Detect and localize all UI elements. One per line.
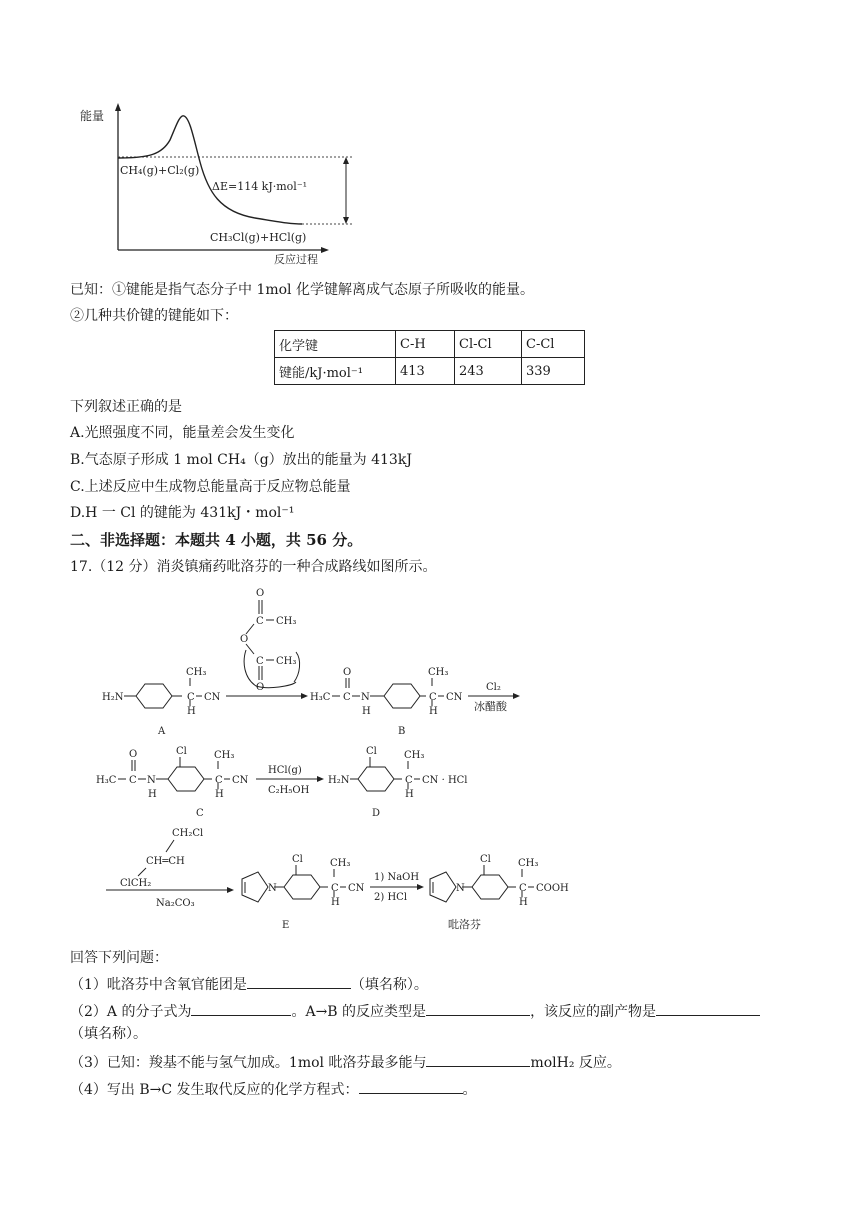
answer-blank[interactable]: [656, 1001, 760, 1016]
y-axis-arrow: [115, 103, 121, 111]
svg-text:N: N: [361, 692, 370, 703]
svg-text:C: C: [519, 883, 527, 894]
energy-diagram: [80, 100, 360, 266]
acetic-anhydride: [244, 600, 299, 688]
reagent-na2co3: Na₂CO₃: [156, 898, 195, 909]
svg-text:Cl: Cl: [292, 854, 303, 865]
q1-text: （1）吡洛芬中含氧官能团是: [70, 977, 247, 993]
label-a: A: [158, 726, 166, 737]
label-b: B: [398, 726, 406, 737]
svg-text:Cl: Cl: [176, 746, 187, 757]
reagent-acetic-acid: 冰醋酸: [474, 700, 507, 713]
svg-text:H: H: [148, 789, 157, 800]
svg-text:C: C: [256, 656, 264, 667]
q3-suffix: molH₂ 反应。: [530, 1055, 621, 1071]
svg-text:CH₃: CH₃: [214, 750, 235, 761]
svg-text:O: O: [256, 682, 265, 693]
allyl-mid: CH═CH: [146, 856, 185, 867]
svg-text:C: C: [215, 775, 223, 786]
reagent-hcl: HCl(g): [268, 765, 302, 776]
q17-intro: 17.（12 分）消炎镇痛药吡洛芬的一种合成路线如图所示。: [70, 559, 437, 575]
svg-text:Cl: Cl: [480, 854, 491, 865]
subquestion-2: [70, 1001, 760, 1021]
answer-blank[interactable]: [426, 1052, 530, 1067]
header-cell: C-Cl: [522, 331, 585, 358]
header-cell: 化学键: [275, 331, 396, 358]
svg-text:C: C: [405, 775, 413, 786]
allyl-bottom: ClCH₂: [120, 878, 152, 889]
svg-text:N: N: [147, 775, 156, 786]
option-b: B.气态原子形成 1 mol CH₄（g）放出的能量为 413kJ: [70, 452, 412, 468]
label-c: C: [196, 808, 204, 819]
option-a: A.光照强度不同，能量差会发生变化: [70, 425, 295, 441]
bond-energy-table: [274, 330, 585, 385]
delta-e-label: ΔE=114 kJ·mol⁻¹: [212, 180, 308, 193]
svg-text:H₂N: H₂N: [328, 775, 350, 786]
header-cell: Cl-Cl: [455, 331, 522, 358]
subquestion-4: [70, 1079, 477, 1099]
svg-text:CN: CN: [204, 692, 221, 703]
q2-text-b: 。A→B 的反应类型是: [291, 1004, 427, 1020]
subquestion-3: [70, 1052, 621, 1072]
svg-text:H: H: [362, 706, 371, 717]
reagent-ethanol: C₂H₅OH: [268, 785, 310, 796]
svg-text:H₂N: H₂N: [102, 692, 124, 703]
svg-text:C: C: [331, 883, 339, 894]
svg-text:H₃C: H₃C: [310, 692, 331, 703]
table-header-row: [275, 331, 585, 358]
svg-text:O: O: [343, 667, 352, 678]
subquestion-1: [70, 974, 428, 994]
option-c: C.上述反应中生成物总能量高于反应物总能量: [70, 479, 351, 495]
svg-text:CH₃: CH₃: [428, 667, 449, 678]
known-line-1: 已知：①键能是指气态分子中 1mol 化学键解离成气态原子所吸收的能量。: [70, 282, 534, 298]
svg-text:O: O: [256, 588, 265, 599]
svg-text:N: N: [456, 883, 465, 894]
value-cell: 413: [396, 358, 455, 385]
svg-text:H: H: [215, 789, 224, 800]
svg-text:CH₃: CH₃: [404, 750, 425, 761]
svg-text:C: C: [429, 692, 437, 703]
svg-text:H₃C: H₃C: [96, 775, 117, 786]
svg-text:CH₃: CH₃: [276, 656, 297, 667]
reactants-label: CH₄(g)+Cl₂(g): [120, 164, 200, 177]
x-axis-arrow: [321, 247, 329, 253]
answer-blank[interactable]: [247, 974, 351, 989]
reagent-hcl-2: 2) HCl: [374, 892, 408, 903]
svg-text:CH₃: CH₃: [186, 667, 207, 678]
q4-suffix: 。: [462, 1082, 477, 1098]
question-stem: 下列叙述正确的是: [70, 399, 182, 415]
reagent-cl2: Cl₂: [486, 682, 501, 693]
value-cell: 339: [522, 358, 585, 385]
svg-text:H: H: [519, 897, 528, 908]
svg-text:CH₃: CH₃: [330, 858, 351, 869]
svg-text:O: O: [129, 749, 138, 760]
header-cell: C-H: [396, 331, 455, 358]
svg-text:CN: CN: [348, 883, 365, 894]
option-d: D.H 一 Cl 的键能为 431kJ・mol⁻¹: [70, 505, 295, 521]
svg-text:Cl: Cl: [366, 746, 377, 757]
q2-suffix: （填名称）。: [70, 1026, 147, 1042]
svg-text:CH₃: CH₃: [276, 616, 297, 627]
svg-text:COOH: COOH: [536, 883, 569, 894]
label-d: D: [372, 808, 381, 819]
q3-text: （3）已知：羧基不能与氢气加成。1mol 吡洛芬最多能与: [70, 1055, 427, 1071]
q2-text: （2）A 的分子式为: [70, 1004, 192, 1020]
svg-text:H: H: [429, 706, 438, 717]
svg-text:CN: CN: [446, 692, 463, 703]
answer-blank[interactable]: [359, 1079, 463, 1094]
y-axis-label: 能量: [80, 109, 105, 123]
svg-text:CN: CN: [232, 775, 249, 786]
answer-prompt: 回答下列问题：: [70, 950, 168, 966]
section-heading: 二、非选择题：本题共 4 小题，共 56 分。: [70, 531, 363, 549]
svg-text:C: C: [256, 616, 264, 627]
row-label: 键能/kJ·mol⁻¹: [275, 358, 396, 385]
table-row: [275, 358, 585, 385]
svg-text:CN · HCl: CN · HCl: [422, 775, 468, 786]
svg-text:H: H: [187, 706, 196, 717]
synthesis-scheme: [96, 582, 596, 934]
svg-text:H: H: [331, 897, 340, 908]
products-label: CH₃Cl(g)+HCl(g): [210, 231, 307, 244]
reagent-naoh: 1) NaOH: [374, 872, 420, 883]
svg-text:CH₃: CH₃: [518, 858, 539, 869]
allyl-top: CH₂Cl: [172, 828, 204, 839]
svg-text:N: N: [268, 883, 277, 894]
q2-text-c: ，该反应的副产物是: [530, 1004, 657, 1020]
svg-text:C: C: [129, 775, 137, 786]
svg-text:O: O: [240, 634, 249, 645]
svg-text:C: C: [343, 692, 351, 703]
known-line-2: ②几种共价键的键能如下：: [70, 308, 238, 324]
value-cell: 243: [455, 358, 522, 385]
q1-suffix: （填名称）。: [350, 977, 428, 993]
x-axis-label: 反应过程: [274, 253, 318, 266]
svg-text:H: H: [405, 789, 414, 800]
label-e: E: [282, 920, 290, 931]
label-pirprofen: 吡洛芬: [448, 918, 481, 931]
answer-blank[interactable]: [191, 1001, 291, 1016]
answer-blank[interactable]: [426, 1001, 530, 1016]
svg-text:C: C: [187, 692, 195, 703]
q4-text: （4）写出 B→C 发生取代反应的化学方程式：: [70, 1082, 359, 1098]
